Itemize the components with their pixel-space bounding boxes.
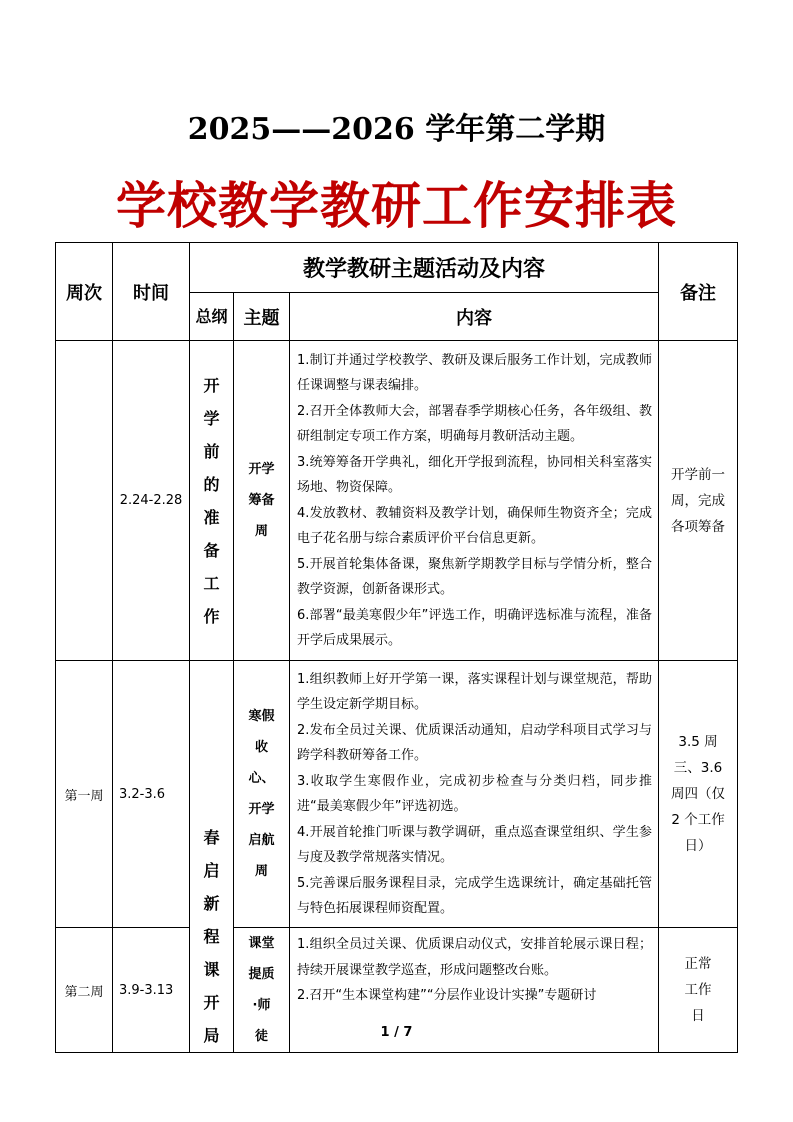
header-note: 备注 [659, 243, 738, 341]
schedule-table [55, 242, 738, 1053]
note-cell [659, 661, 738, 928]
content-cell [290, 661, 659, 928]
content-item: 3.收取学生寒假作业，完成初步检查与分类归档，同步推进“最美寒假少年”评选初选。 [297, 773, 653, 814]
document-title: 2025——2026 学年第二学期 [187, 112, 606, 147]
header-time: 时间 [113, 243, 190, 341]
note-text: 开学前一周，完成各项筹备 [671, 466, 726, 535]
content-item: 2.发布全员过关课、优质课活动通知，启动学科项目式学习与跨学科教研筹备工作。 [297, 722, 653, 763]
content-cell [290, 341, 659, 661]
header-theme: 主题 [234, 293, 290, 341]
content-item: 6.部署“最美寒假少年”评选工作，明确评选标准与流程，准备开学后成果展示。 [297, 607, 653, 648]
week-cell: 第一周 [56, 661, 113, 928]
header-activity-group: 教学教研主题活动及内容 [190, 243, 659, 293]
week-cell: 第二周 [56, 928, 113, 1053]
content-item: 2.召开全体教师大会，部署春季学期核心任务，各年级组、教研组制定专项工作方案，明确每月教研活动主题。 [297, 403, 653, 444]
time-cell: 3.2-3.6 [113, 661, 190, 928]
time-cell: 2.24-2.28 [113, 341, 190, 661]
outline-cell [190, 341, 234, 661]
header-outline: 总纲 [190, 293, 234, 341]
week-cell [56, 341, 113, 661]
theme-cell [234, 341, 290, 661]
theme-text: 寒假收心、开学启航周 [248, 709, 275, 879]
theme-text: 开学筹备周 [248, 462, 275, 539]
content-item: 1.组织全员过关课、优质课启动仪式，安排首轮展示课日程；持续开展课堂教学巡查，形成问题整改台账。 [297, 937, 653, 978]
header-content: 内容 [290, 293, 659, 341]
content-item: 4.发放教材、教辅资料及教学计划，确保师生物资齐全；完成电子花名册与综合素质评价平台信息更新。 [297, 505, 653, 546]
theme-text: 课堂提质·师徒 [248, 936, 275, 1044]
note-text: 正常工作日 [684, 956, 712, 1024]
note-text: 3.5 周三、3.6 周四（仅 2 个工作日） [671, 734, 726, 854]
table-row [56, 341, 738, 661]
note-cell [659, 341, 738, 661]
content-item: 3.统筹筹备开学典礼，细化开学报到流程，协同相关科室落实场地、物资保障。 [297, 454, 653, 495]
theme-cell [234, 661, 290, 928]
content-item: 5.开展首轮集体备课，聚焦新学期教学目标与学情分析，整合教学资源，创新备课形式。 [297, 556, 653, 597]
document-subtitle: 学校教学教研工作安排表 [116, 176, 677, 235]
content-item: 4.开展首轮推门听课与教学调研，重点巡查课堂组织、学生参与度及教学常规落实情况。 [297, 824, 653, 865]
content-item: 1.制订并通过学校教学、教研及课后服务工作计划，完成教师任课调整与课表编排。 [297, 352, 653, 393]
time-cell: 3.9-3.13 [113, 928, 190, 1053]
page-number: 1 / 7 [380, 1025, 413, 1040]
outline-text: 春启新程课开局 [203, 828, 220, 1045]
content-item: 2.召开“生本课堂构建”“分层作业设计实操”专题研讨 [297, 988, 597, 1003]
header-week: 周次 [56, 243, 113, 341]
outline-cell [190, 661, 234, 1053]
content-item: 5.完善课后服务课程目录，完成学生选课统计，确定基础托管与特色拓展课程师资配置。 [297, 875, 653, 916]
outline-text: 开学前的准备工作 [203, 375, 220, 626]
table-row [56, 661, 738, 928]
content-item: 1.组织教师上好开学第一课，落实课程计划与课堂规范，帮助学生设定新学期目标。 [297, 671, 653, 712]
